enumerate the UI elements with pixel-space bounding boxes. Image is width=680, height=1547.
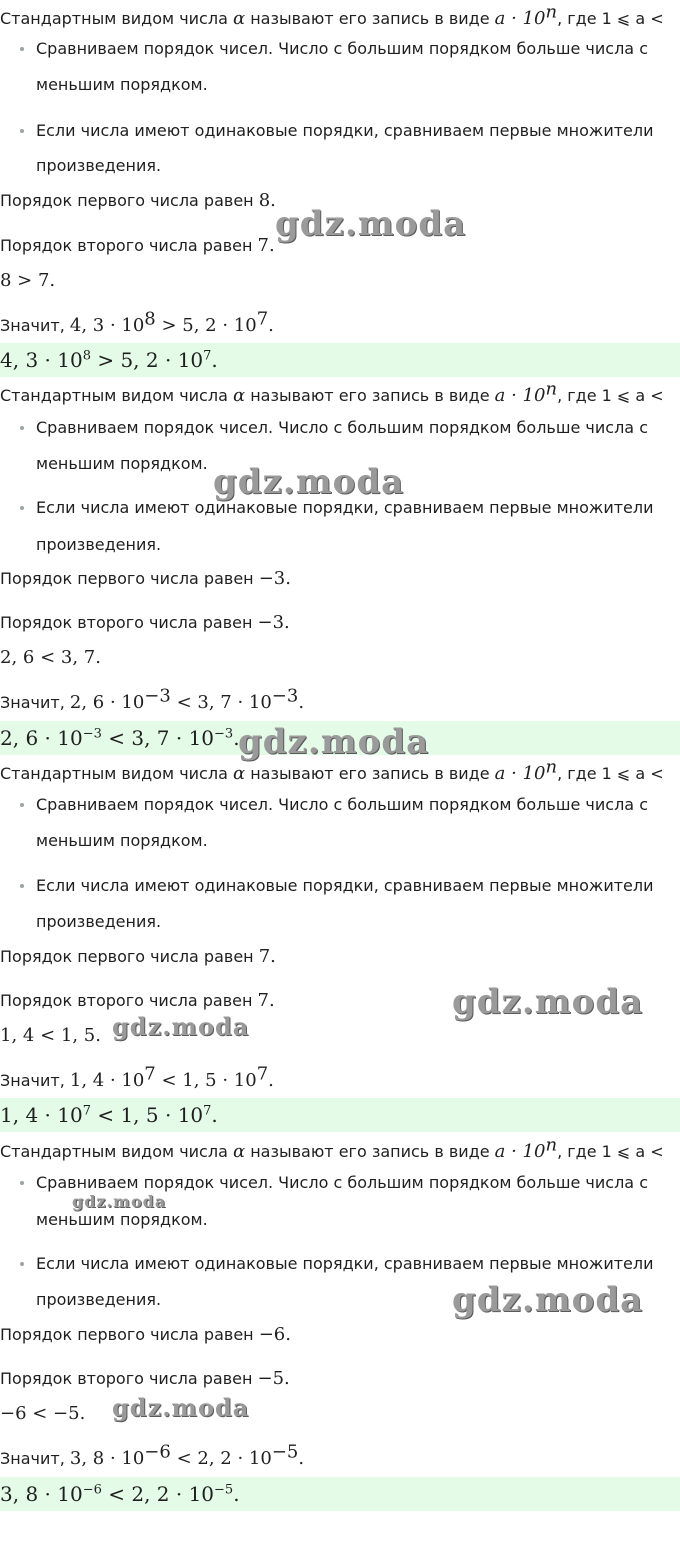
rule-1-line-2: меньшим порядком. xyxy=(36,75,208,94)
definition-condition: , где 1 ⩽ a < xyxy=(557,9,664,28)
conclusion: Значит, 2, $6 \cdot 10^{-3} < 3$, $7 \cdot 10^{-3}$. xyxy=(0,685,305,713)
answer-box: 4, $3 \cdot 10^8 > 5$, $2 \cdot 10^7$. xyxy=(0,343,680,377)
rule-2-line-1: Если числа имеют одинаковые порядки, сравниваем первые множители xyxy=(36,121,654,140)
comparison: −6 < −5. xyxy=(0,1403,86,1424)
order-value: 7. xyxy=(257,235,275,256)
alpha-symbol: α xyxy=(232,763,246,784)
watermark: gdz.moda xyxy=(238,722,430,762)
watermark: gdz.moda xyxy=(213,462,405,502)
watermark: gdz.moda xyxy=(275,204,467,244)
standard-form: a · 10 xyxy=(494,8,546,29)
alpha-symbol: α xyxy=(232,1141,246,1162)
order-second: Порядок второго числа равен −5. xyxy=(0,1368,290,1389)
order-first: Порядок первого числа равен 7. xyxy=(0,946,276,967)
conclusion: Значит, 1, $4 \cdot 10^7 < 1$, $5 \cdot 10^7$. xyxy=(0,1063,274,1091)
alpha-symbol: α xyxy=(232,8,246,29)
rule-1-line-1: Сравниваем порядок чисел. Число с большим порядком больше числа с xyxy=(36,1173,648,1192)
definition-text: называют его запись в виде xyxy=(245,9,495,28)
order-value: 8. xyxy=(258,190,276,211)
rule-2-line-1: Если числа имеют одинаковые порядки, сравниваем первые множители xyxy=(36,1254,654,1273)
comparison: 2, 6 < 3, 7. xyxy=(0,647,101,668)
rule-2-line-2: произведения. xyxy=(36,912,162,931)
conclusion: Значит, 3, $8 \cdot 10^{-6} < 2$, $2 \cdot 10^{-5}$. xyxy=(0,1441,305,1469)
rule-2-line-2: произведения. xyxy=(36,1290,162,1309)
order-first: Порядок первого числа равен −3. xyxy=(0,568,291,589)
watermark: gdz.moda xyxy=(112,1393,250,1422)
watermark: gdz.moda xyxy=(112,1012,250,1041)
definition-text: Стандартным видом числа xyxy=(0,9,233,28)
conclusion: Значит, 4, $3 \cdot 10^8 > 5$, $2 \cdot 10^7$. xyxy=(0,308,274,336)
watermark: gdz.moda xyxy=(452,982,644,1022)
answer-box: 2, $6 \cdot 10^{-3} < 3$, $7 \cdot 10^{-3}$. xyxy=(0,721,680,755)
rule-1-line-2: меньшим порядком. xyxy=(36,831,208,850)
answer-box: 1, $4 \cdot 10^7 < 1$, $5 \cdot 10^7$. xyxy=(0,1098,680,1132)
standard-form-exponent: n xyxy=(545,1,558,23)
order-second: Порядок второго числа равен −3. xyxy=(0,612,290,633)
definition-line xyxy=(0,1,664,30)
order-second: Порядок второго числа равен 7. xyxy=(0,990,275,1011)
order-first: Порядок первого числа равен 8. xyxy=(0,190,276,211)
rule-1-line-1: Сравниваем порядок чисел. Число с большим порядком больше числа с xyxy=(36,795,648,814)
definition-line: Стандартным видом числа α называют его запись в виде $a \cdot 10^n$, где 1 ⩽ a < xyxy=(0,756,664,784)
definition-line: Стандартным видом числа α называют его запись в виде $a \cdot 10^n$, где 1 ⩽ a < xyxy=(0,1134,664,1162)
watermark: gdz.moda xyxy=(452,1280,644,1320)
order-second: Порядок второго числа равен 7. xyxy=(0,235,275,256)
comparison: 1, 4 < 1, 5. xyxy=(0,1025,101,1046)
rule-1-line-1: Сравниваем порядок чисел. Число с большим порядком больше числа с xyxy=(36,39,648,58)
rule-2-line-1: Если числа имеют одинаковые порядки, сравниваем первые множители xyxy=(36,498,654,517)
definition-line: Стандартным видом числа α называют его запись в виде $a \cdot 10^n$, где 1 ⩽ a < xyxy=(0,378,664,406)
alpha-symbol: α xyxy=(232,385,246,406)
rule-1-line-2: меньшим порядком. xyxy=(36,1210,208,1229)
watermark: gdz.moda xyxy=(72,1192,167,1211)
rule-2-line-2: произведения. xyxy=(36,535,162,554)
rule-2-line-1: Если числа имеют одинаковые порядки, сравниваем первые множители xyxy=(36,876,654,895)
rule-2-line-2: произведения. xyxy=(36,156,162,175)
rule-1-line-2: меньшим порядком. xyxy=(36,454,208,473)
rule-1-line-1: Сравниваем порядок чисел. Число с большим порядком больше числа с xyxy=(36,418,648,437)
answer-box: 3, $8 \cdot 10^{-6} < 2$, $2 \cdot 10^{-5}$. xyxy=(0,1477,680,1511)
order-first: Порядок первого числа равен −6. xyxy=(0,1324,291,1345)
comparison: 8 > 7. xyxy=(0,270,56,291)
